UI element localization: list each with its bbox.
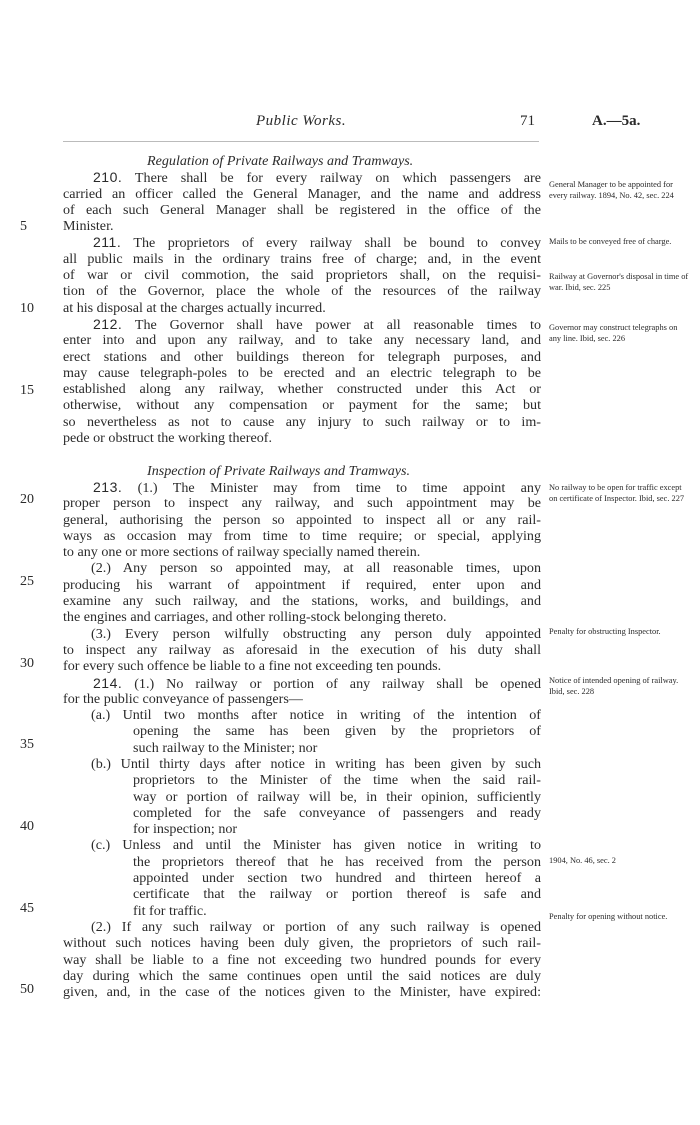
text-line: Minister. [63,218,114,235]
text-line: fit for traffic. [133,902,207,919]
text-line: established along any railway, whether constructed under this Act or [63,381,541,398]
text-line: carried an officer called the General Manager, and the name and address [63,185,541,202]
line-number: 10 [20,301,34,316]
line-number: 30 [20,656,34,671]
text-line: general, authorising the person so appointed to inspect all or any rail- [63,511,541,528]
section-number: 213. [93,478,123,495]
text-line: (c.) Unless and until the Minister has given notice in writing to [91,837,541,854]
text-line: way or portion of railway will be, in their opinion, sufficiently [133,788,541,805]
text-line: to inspect any railway as aforesaid in the execution of his duty shall [63,641,541,658]
text-line: 214. (1.) No railway or portion of any railway shall be opened [93,674,541,691]
document-reference: A.—5a. [592,113,641,129]
text-line: 210. There shall be for every railway on which passengers are [93,169,541,186]
text-line: proper person to inspect any railway, and such appointment may be [63,495,541,512]
line-number: 5 [20,219,27,234]
page-header [0,113,700,133]
margin-note: 1904, No. 46, sec. 2 [549,856,616,865]
text-line: enter into and upon any railway, and to take any necessary land, and [63,332,541,349]
text-line: way shall be liable to a fine not exceeding two hundred pounds for every [63,951,541,968]
text-line: opening the same has been given by the proprietors of [133,723,541,740]
margin-note: No railway to be open for traffic except on certificate of Inspector. Ibid, sec. 227 [549,483,685,503]
margin-note: General Manager to be appointed for every railway. 1894, No. 42, sec. 224 [549,180,674,200]
text-line: otherwise, without any compensation or payment for the same; but [63,397,541,414]
section-number: 211. [93,234,122,251]
text-line: 211. The proprietors of every railway shall be bound to convey [93,234,541,251]
text-line: 212. The Governor shall have power at all reasonable times to [93,315,541,333]
text-line: (3.) Every person wilfully obstructing any person duly appointed [91,625,541,642]
margin-note: Penalty for opening without notice. [549,912,668,921]
text-line: erect stations and other buildings thereon for telegraph purposes, and [63,348,541,365]
text-line: at his disposal at the charges actually incurred. [63,299,326,316]
margin-note: Notice of intended opening of railway. Ibid, sec. 228 [549,676,679,696]
text-line: for inspection; nor [133,821,238,838]
line-number: 25 [20,574,34,589]
text-line: of war or civil commotion, the said proprietors shall, on the requisi- [63,267,541,284]
margin-note: Governor may construct telegraphs on any line. Ibid, sec. 226 [549,323,678,343]
text-line: without such notices having been duly given, the proprietors of such rail- [63,935,541,952]
text-line: (a.) Until two months after notice in writing of the intention of [91,707,541,724]
text-line: may cause telegraph-poles to be erected and an electric telegraph to be [63,364,541,381]
line-number: 50 [20,982,34,997]
text-line: ways as occasion may from time to time require; or special, applying [63,527,541,544]
line-number: 15 [20,383,34,398]
text-line: to any one or more sections of railway specially named therein. [63,544,421,561]
text-line: proprietors to the Minister of the time when the said rail- [133,772,541,789]
text-line: completed for the safe conveyance of passengers and ready [133,804,541,821]
text-line: certificate that the railway or portion thereof is safe and [133,886,541,903]
text-line: (2.) Any person so appointed may, at all reasonable times, upon [91,560,541,577]
page-number: 71 [520,113,535,129]
text-line: (2.) If any such railway or portion of any such railway is opened [91,918,541,935]
text-line: given, and, in the case of the notices given to the Minister, have expired: [63,984,541,1001]
heading-regulation: Regulation of Private Railways and Tramways. [147,153,414,169]
running-title: Public Works. [256,113,347,129]
text-line: (b.) Until thirty days after notice in writing has been given by such [91,755,541,772]
text-line: of each such General Manager shall be registered in the office of the [63,201,541,218]
text-line: the engines and carriages, and other rolling-stock belonging thereto. [63,609,447,626]
text-line: for the public conveyance of passengers— [63,690,303,707]
margin-note: Railway at Governor's disposal in time of war. Ibid, sec. 225 [549,272,689,292]
text-line: examine any such railway, and the stations, works, and buildings, and [63,593,541,610]
text-line: pede or obstruct the working thereof. [63,430,272,447]
text-line: all public mails in the ordinary trains free of charge; and, in the event [63,250,541,267]
header-rule [63,141,539,142]
text-line: such railway to the Minister; nor [133,739,318,756]
heading-inspection: Inspection of Private Railways and Tramways. [147,462,411,479]
line-number: 35 [20,737,34,752]
line-number: 40 [20,819,34,834]
text-line: for every such offence be liable to a fine not exceeding ten pounds. [63,658,442,675]
section-number: 214. [93,674,123,691]
text-line: appointed under section two hundred and thirteen hereof a [133,870,541,887]
line-number: 45 [20,901,34,916]
text-line: so nevertheless as not to cause any injury to such railway or to im- [63,413,541,430]
text-line: the proprietors thereof that he has received from the person [133,853,541,870]
text-line: producing his warrant of appointment if required, enter upon and [63,576,541,593]
text-line: day during which the same continues open until the said notices are duly [63,967,541,984]
line-number: 20 [20,492,34,507]
margin-note: Mails to be conveyed free of charge. [549,237,672,246]
margin-note: Penalty for obstructing Inspector. [549,627,661,636]
section-number: 212. [93,315,123,332]
document-body [63,153,541,1000]
text-line: 213. (1.) The Minister may from time to time appoint any [93,478,541,496]
section-number: 210. [93,169,123,186]
text-line: tion of the Governor, place the whole of the resources of the railway [63,283,541,300]
